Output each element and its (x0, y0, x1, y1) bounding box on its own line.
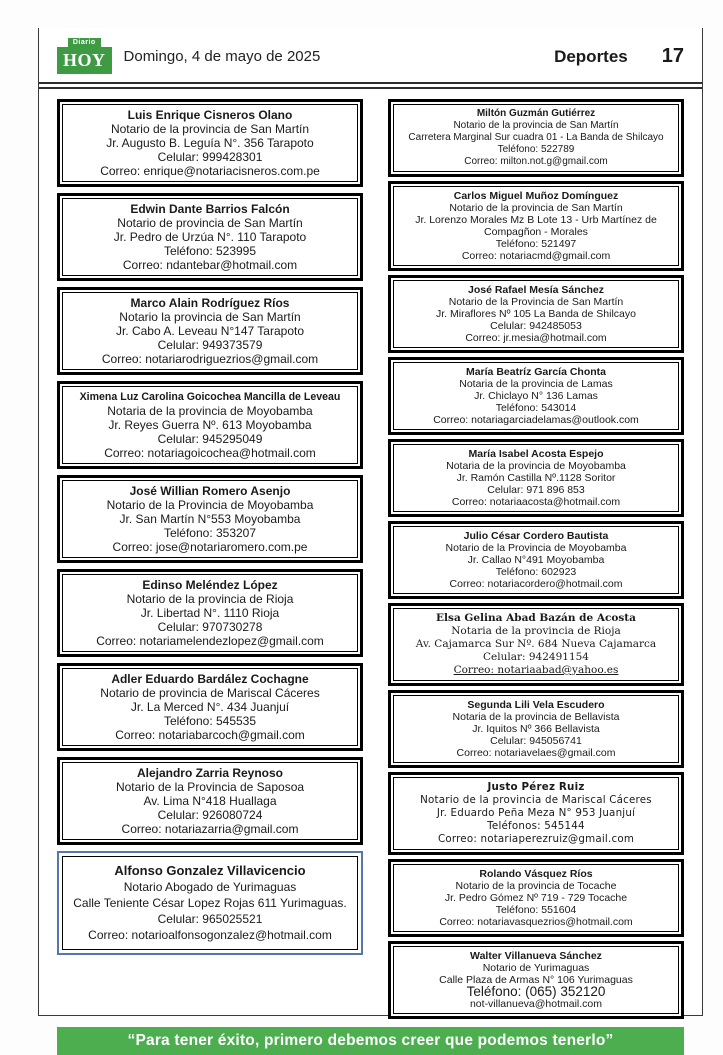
notary-detail: Celular: 945056741 (490, 735, 582, 747)
notary-detail: Notario la provincia de San Martín (119, 310, 301, 324)
notary-card (388, 357, 684, 435)
notary-detail: Celular: 971 896 853 (487, 484, 585, 496)
notary-detail: Teléfono: 602923 (495, 566, 577, 578)
notary-name: Edwin Dante Barrios Falcón (130, 202, 290, 216)
notary-card (388, 521, 684, 599)
notary-detail: Correo: milton.not.g@gmail.com (464, 156, 608, 167)
notary-detail: Correo: notariagarciadelamas@outlook.com (433, 414, 639, 426)
logo-hoy-label: HOY (57, 47, 112, 74)
notary-detail: Jr. Lorenzo Morales Mz B Lote 13 - Urb Martínez de Compagñon - Morales (415, 214, 657, 238)
notary-detail: Jr. Augusto B. Leguía N°. 356 Tarapoto (106, 136, 314, 150)
notary-detail: Notaria de la provincia de Rioja (451, 625, 621, 637)
notary-detail: Celular: 999428301 (157, 150, 263, 164)
notary-card (57, 193, 363, 281)
notary-detail: Correo: jr.mesia@hotmail.com (465, 332, 607, 344)
notary-detail: Correo: notarioalfonsogonzalez@hotmail.com (88, 928, 332, 942)
notary-detail: Celular: 926080724 (157, 808, 263, 822)
notary-detail: Correo: notariagoicochea@hotmail.com (104, 446, 316, 460)
notary-detail: Teléfono: 523995 (163, 244, 257, 258)
footer-quote-text: “Para tener éxito, primero debemos creer que podemos tenerlo” (127, 1032, 614, 1049)
notary-name: Carlos Miguel Muñoz Domínguez (453, 190, 619, 202)
notary-detail: Celular: 945295049 (157, 432, 263, 446)
notary-card (57, 569, 363, 657)
notary-detail: Notario de la provincia de Mariscal Cáceres (420, 794, 652, 806)
notary-detail: Notario de provincia de Mariscal Cáceres (100, 686, 320, 700)
notary-detail: Notario de provincia de San Martín (117, 216, 303, 230)
notary-detail: Notario de la Provincia de San Martín (448, 296, 624, 308)
notary-detail: Correo: notariamelendezlopez@gmail.com (96, 634, 324, 648)
notary-name: Justo Pérez Ruiz (487, 781, 585, 793)
notary-detail: Av. Cajamarca Sur Nº. 684 Nueva Cajamarca (415, 638, 657, 650)
notary-detail: Celular: 970730278 (157, 620, 263, 634)
notary-card (388, 941, 684, 1019)
notary-card (388, 99, 684, 177)
notary-detail: Calle Plaza de Armas N° 106 Yurimaguas (439, 974, 633, 986)
page-number: 17 (661, 44, 684, 67)
notary-name: Edinso Meléndez López (142, 578, 278, 592)
notary-detail: Teléfono: 522789 (497, 144, 575, 155)
notary-detail: Av. Lima N°418 Huallaga (143, 794, 277, 808)
notary-card (57, 663, 363, 751)
notary-detail: not-villanueva@hotmail.com (469, 998, 603, 1010)
notary-detail: Notario Abogado de Yurimaguas (123, 880, 297, 894)
notary-detail: Carretera Marginal Sur cuadra 01 - La Banda de Shilcayo (408, 132, 664, 143)
notary-card (388, 690, 684, 768)
header-double-rule (39, 82, 702, 89)
notary-detail: Celular: 965025521 (157, 912, 263, 926)
notary-detail: Notario de la provincia de San Martín (453, 120, 619, 131)
notary-detail: Jr. Reyes Guerra Nº. 613 Moyobamba (108, 418, 312, 432)
notary-detail: Celular: 949373579 (157, 338, 263, 352)
notary-detail: Notaria de la provincia de Moyobamba (446, 460, 626, 472)
notary-detail: Correo: notariacmd@gmail.com (461, 250, 611, 262)
notary-detail: Notario de la provincia de San Martín (449, 202, 623, 214)
right-column (388, 99, 684, 1019)
notary-name: Ximena Luz Carolina Goicochea Mancilla de Leveau (79, 391, 341, 403)
logo-diario-label: Diario (68, 38, 101, 47)
notary-detail: Correo: notariaabad@yahoo.es (453, 664, 619, 676)
notary-detail: Celular: 942485053 (490, 320, 582, 332)
notary-detail: Jr. Miraflores Nº 105 La Banda de Shilcayo (436, 308, 636, 320)
notary-name: Alfonso Gonzalez Villavicencio (114, 863, 306, 878)
notary-card (57, 381, 363, 469)
notary-detail: Teléfono: (065) 352120 (466, 984, 606, 999)
notary-detail: Correo: notariarodriguezrios@gmail.com (101, 352, 319, 366)
notary-name: Rolando Vásquez Ríos (479, 868, 593, 880)
notary-detail: Correo: notariacordero@hotmail.com (449, 578, 623, 590)
notary-detail: Teléfono: 543014 (495, 402, 577, 414)
notary-card (388, 439, 684, 517)
notary-detail: Jr. La Merced N°. 434 Juanjuí (130, 700, 290, 714)
notary-detail: Notaria de la provincia de Lamas (459, 378, 613, 390)
notary-detail: Correo: notariaacosta@hotmail.com (451, 496, 621, 508)
notary-card (57, 757, 363, 845)
notary-detail: Notario de la Provincia de Moyobamba (445, 542, 627, 554)
notary-detail: Notario de Yurimaguas (482, 962, 590, 974)
notary-detail: Correo: enrique@notariacisneros.com.pe (100, 164, 320, 178)
notary-detail: Correo: notariazarria@gmail.com (121, 822, 299, 836)
notary-name: Elsa Gelina Abad Bazán de Acosta (436, 612, 636, 624)
notary-card (388, 275, 684, 353)
diario-hoy-logo (57, 38, 112, 74)
notary-name: Segunda Lili Vela Escudero (467, 699, 605, 711)
notary-detail: Notaria de la provincia de Bellavista (452, 711, 620, 723)
notary-detail: Jr. Chiclayo N° 136 Lamas (474, 390, 598, 402)
header-right (554, 45, 684, 68)
notary-card (388, 859, 684, 937)
notary-name: Marco Alain Rodríguez Ríos (130, 296, 290, 310)
notary-name: Alejandro Zarria Reynoso (136, 766, 284, 780)
notary-card (388, 181, 684, 271)
section-title: Deportes (554, 46, 628, 66)
notary-name: María Beatríz García Chonta (465, 366, 607, 378)
notary-detail: Correo: notariabarcoch@gmail.com (115, 728, 305, 742)
notary-card (57, 851, 363, 955)
notary-name: José Rafael Mesía Sánchez (468, 284, 604, 296)
notary-detail: Celular: 942491154 (482, 651, 589, 663)
notary-detail: Notario de la Provincia de Saposoa (115, 780, 305, 794)
notary-detail: Jr. Pedro Gómez Nº 719 - 729 Tocache (444, 892, 628, 904)
notary-detail: Jr. Callao N°491 Moyobamba (467, 554, 605, 566)
left-column (57, 99, 363, 1019)
notary-card (57, 287, 363, 375)
notary-detail: Notario de la provincia de Rioja (126, 592, 294, 606)
notary-detail: Correo: notariaperezruiz@gmail.com (437, 833, 635, 845)
notary-detail: Teléfonos: 545144 (487, 820, 585, 832)
notary-detail: Notario de la Provincia de Moyobamba (106, 498, 314, 512)
notary-detail: Correo: notariavelaes@gmail.com (456, 747, 616, 759)
notary-name: María Isabel Acosta Espejo (468, 448, 604, 460)
notary-name: Walter Villanueva Sánchez (470, 950, 602, 962)
notary-name: José Willian Romero Asenjo (129, 484, 291, 498)
notary-detail: Calle Teniente César Lopez Rojas 611 Yurimaguas. (73, 896, 347, 910)
notary-detail: Teléfono: 551604 (495, 904, 577, 916)
notary-card (57, 99, 363, 187)
notary-name: Luis Enrique Cisneros Olano (127, 108, 293, 122)
notary-detail: Teléfono: 353207 (163, 526, 257, 540)
notary-detail: Notario de la provincia de Tocache (455, 880, 617, 892)
notary-detail: Correo: notariavasquezrios@hotmail.com (439, 916, 633, 928)
notary-detail: Correo: ndantebar@hotmail.com (122, 258, 298, 272)
notary-card (388, 772, 684, 855)
notary-detail: Teléfono: 521497 (495, 238, 577, 250)
notary-directory (39, 99, 702, 1019)
edition-date: Domingo, 4 de mayo de 2025 (123, 47, 321, 65)
footer-quote-bar (57, 1027, 684, 1055)
notary-card (57, 475, 363, 563)
notary-name: Miltón Guzmán Gutiérrez (476, 108, 596, 119)
notary-detail: Jr. Pedro de Urzúa N°. 110 Tarapoto (113, 230, 307, 244)
notary-detail: Teléfono: 545535 (163, 714, 257, 728)
notary-detail: Jr. Eduardo Peña Meza N° 953 Juanjuí (436, 807, 636, 819)
notary-detail: Notaria de la provincia de Moyobamba (107, 404, 313, 418)
page-header (39, 28, 702, 80)
notary-detail: Jr. Cabo A. Leveau N°147 Tarapoto (115, 324, 305, 338)
page-frame (38, 28, 703, 1049)
notary-detail: Jr. Ramón Castilla Nº.1128 Soritor (456, 472, 616, 484)
notary-detail: Notario de la provincia de San Martín (110, 122, 310, 136)
notary-detail: Jr. San Martín N°553 Moyobamba (119, 512, 301, 526)
notary-detail: Jr. Iquitos Nº 366 Bellavista (472, 723, 600, 735)
notary-detail: Correo: jose@notariaromero.com.pe (112, 540, 308, 554)
notary-name: Adler Eduardo Bardález Cochagne (111, 672, 309, 686)
notary-card (388, 603, 684, 686)
notary-detail: Jr. Libertad N°. 1110 Rioja (140, 606, 280, 620)
notary-name: Julio César Cordero Bautista (463, 530, 609, 542)
